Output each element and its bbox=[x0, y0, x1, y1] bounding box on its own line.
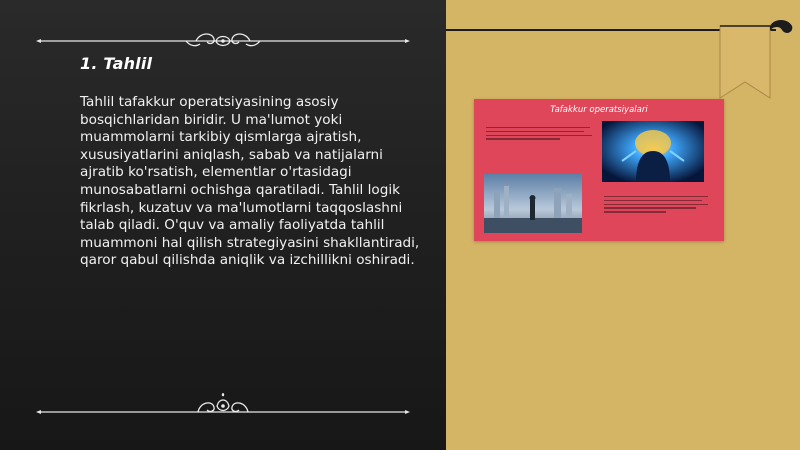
thumbnail-text-block-top bbox=[486, 127, 592, 142]
city-photo-icon bbox=[484, 174, 582, 233]
body-paragraph: Tahlil tafakkur operatsiyasining asosiy bosqichlaridan biridir. U ma'lumot yoki muammolarni tarkibiy qismlarga ajratish, xususiyatlarini aniqlash, sabab va natijalarni ajratib ko'rsatish, elementlar o'rtasidagi munosabatlarni ochishga qaratiladi. Tahlil logik fikrlash, kuzatuv va ma'lumotlarni taqqoslashni talab qiladi. O'quv va amaliy faoliyatda tahlil muammoni hal qilish strategiyasini shakllantiradi, qaror qabul qilishda aniqlik va izchillikni oshiradi. bbox=[80, 94, 420, 269]
brain-photo-icon bbox=[602, 121, 704, 182]
flourish-divider-top-icon bbox=[36, 30, 410, 52]
ribbon-bookmark-icon bbox=[714, 16, 798, 100]
slide-thumbnail bbox=[474, 99, 724, 241]
thumbnail-text-block-bottom bbox=[604, 196, 708, 215]
section-heading: 1. Tahlil bbox=[80, 54, 153, 73]
thumbnail-title: Tafakkur operatsiyalari bbox=[550, 105, 648, 115]
flourish-divider-bottom-icon bbox=[36, 392, 410, 414]
